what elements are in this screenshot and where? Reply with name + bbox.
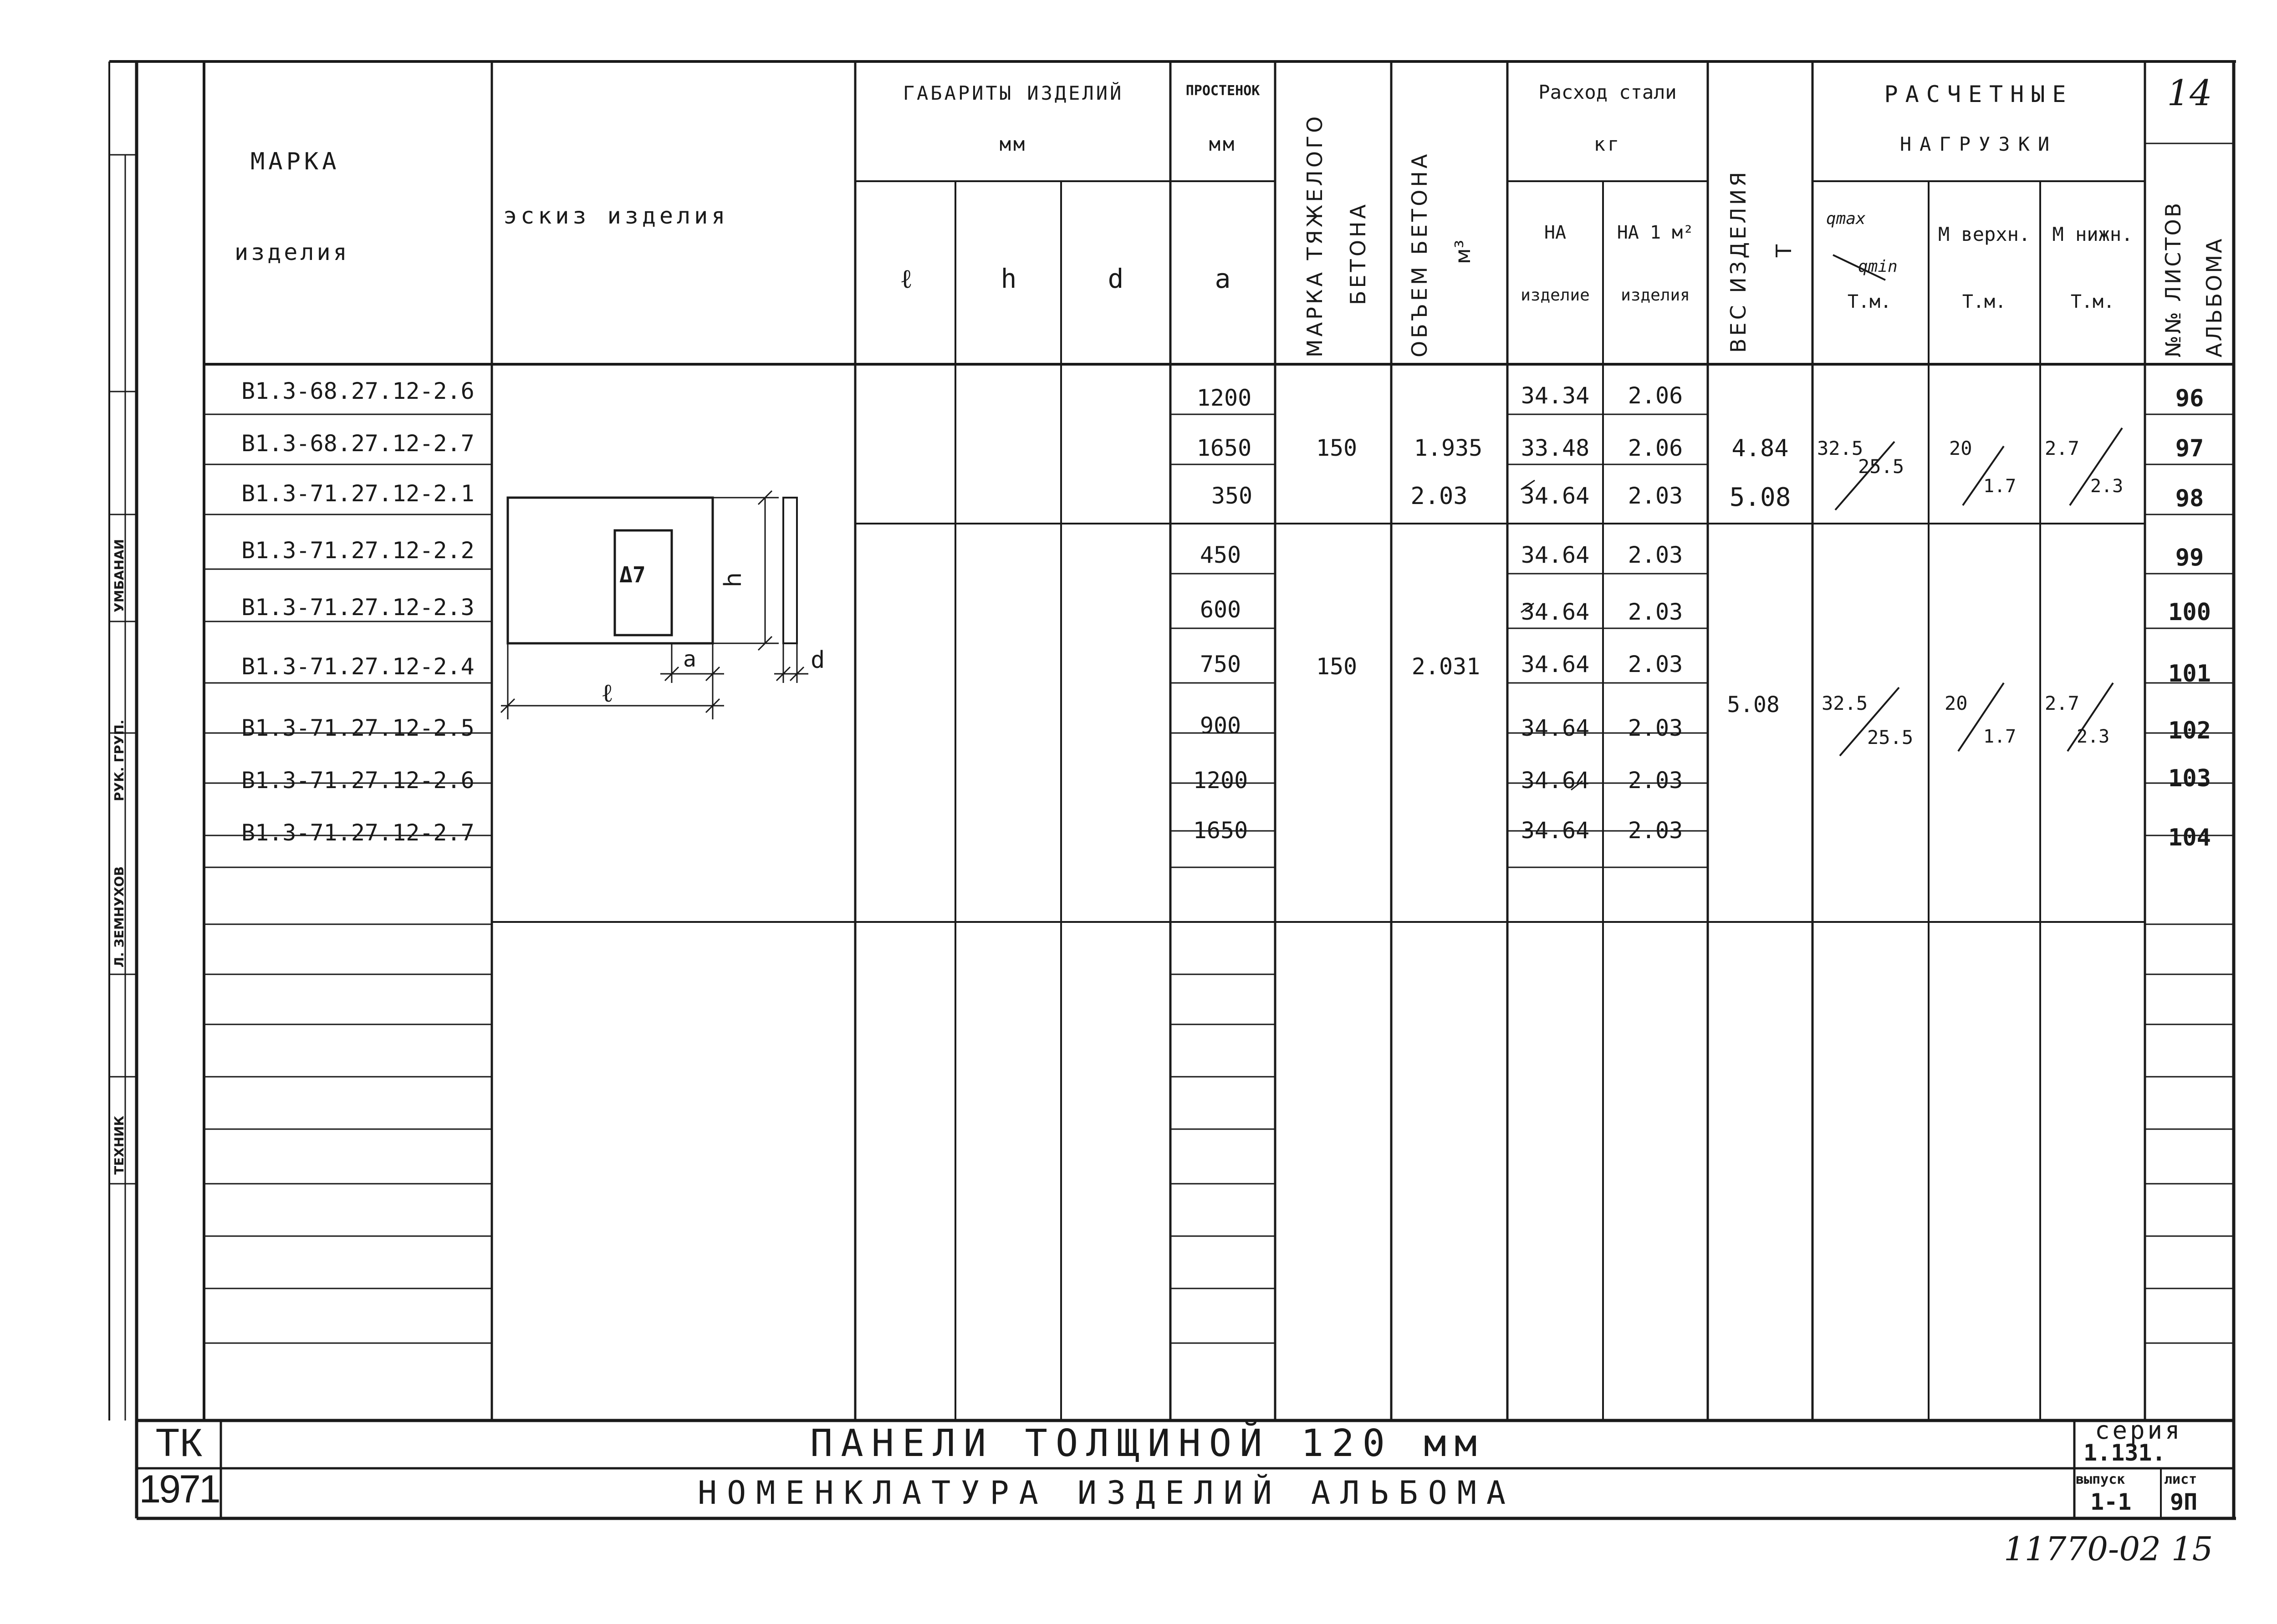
obem-betona-header-line1: ОБЪЕМ БЕТОНА	[1407, 151, 1432, 357]
cell-a: 1200	[1193, 767, 1248, 794]
cell-steel-m2: 2.03	[1628, 715, 1683, 741]
cell-steel-item: 34.64	[1521, 817, 1590, 844]
sketch-dim-d: d	[811, 647, 825, 674]
stamp-role-4: ТЕХНИК	[112, 1115, 127, 1175]
raschetnye-header-line1: РАСЧЕТНЫЕ	[1884, 81, 2073, 107]
group1-weight-2: 5.08	[1729, 483, 1791, 512]
na-m2-header-line2: изделия	[1621, 286, 1690, 305]
table-row: В1.3-68.27.12-2.7	[241, 430, 475, 457]
group2-m-bot-1: 2.7	[2045, 692, 2079, 714]
stamp-role-3: Л. ЗЕМНУХОВ	[112, 866, 127, 967]
table-row: В1.3-71.27.12-2.4	[241, 653, 475, 680]
cell-steel-item: 34.64	[1521, 715, 1590, 741]
q-max-label: qmax	[1826, 209, 1866, 228]
marka-header-line2: изделия	[235, 239, 350, 265]
list-value: 9П	[2170, 1489, 2198, 1515]
group1-m-top-2: 1.7	[1983, 476, 2017, 497]
sketch-dim-h: h	[720, 572, 747, 587]
cell-a: 1650	[1193, 817, 1248, 844]
group1-q-max: 32.5	[1817, 437, 1863, 459]
cell-a: 1650	[1196, 435, 1252, 461]
group1-m-top-1: 20	[1949, 437, 1972, 459]
group2-volume: 2.031	[1411, 653, 1481, 680]
stamp-role-2: РУК. ГРУП.	[112, 719, 127, 801]
cell-a: 600	[1200, 596, 1241, 623]
cell-steel-item: 34.64	[1521, 542, 1590, 568]
cell-steel-item: 34.64	[1521, 599, 1590, 625]
table-row: В1.3-71.27.12-2.2	[241, 537, 475, 564]
ves-header-line2: Т	[1772, 244, 1796, 257]
cell-sheet: 99	[2175, 544, 2204, 571]
list-label: лист	[2164, 1471, 2197, 1487]
cell-a: 750	[1200, 651, 1241, 677]
listov-header-line2: АЛЬБОМА	[2202, 237, 2226, 357]
cell-steel-m2: 2.03	[1628, 817, 1683, 844]
m-top-unit: Т.м.	[1962, 291, 2006, 312]
page-subtitle: НОМЕНКЛАТУРА ИЗДЕЛИЙ АЛЬБОМА	[697, 1474, 1516, 1512]
group2-weight: 5.08	[1727, 692, 1780, 718]
group2-q-min: 25.5	[1867, 726, 1914, 748]
prostenok-header-line1: ПРОСТЕНОК	[1185, 83, 1260, 99]
marka-header-line1: МАРКА	[250, 148, 340, 175]
col-a-header: a	[1215, 263, 1231, 294]
cell-steel-m2: 2.06	[1628, 435, 1683, 461]
cell-steel-item: 34.64	[1521, 767, 1590, 794]
cell-a: 350	[1211, 483, 1253, 509]
group2-m-top-1: 20	[1945, 692, 1968, 714]
cell-steel-item: 34.64	[1521, 651, 1590, 677]
group2-q-max: 32.5	[1822, 692, 1868, 714]
cell-steel-m2: 2.03	[1628, 651, 1683, 677]
cell-steel-item: 34.34	[1521, 382, 1590, 409]
group2-m-bot-2: 2.3	[2077, 726, 2110, 747]
cell-steel-m2: 2.03	[1628, 767, 1683, 794]
col-l-header: ℓ	[900, 263, 913, 294]
na-m2-header-line1: НА 1 м²	[1617, 222, 1694, 243]
group1-volume-1: 1.935	[1414, 435, 1483, 461]
cell-steel-item: 33.48	[1521, 435, 1590, 461]
footer-number: 11770-02 15	[2004, 1530, 2213, 1568]
cell-sheet: 96	[2175, 385, 2204, 412]
seria-value: 1.131.	[2083, 1440, 2166, 1466]
m-top-header: М верхн.	[1938, 223, 2031, 245]
cell-steel-m2: 2.06	[1628, 382, 1683, 409]
q-unit: Т.м.	[1847, 291, 1892, 312]
ves-header-line1: ВЕС ИЗДЕЛИЯ	[1726, 169, 1751, 353]
group2-m-top-2: 1.7	[1983, 726, 2017, 747]
rashod-header-line2: кг	[1593, 133, 1622, 155]
cell-sheet: 103	[2168, 765, 2211, 792]
title-org: ТК	[155, 1421, 203, 1465]
table-row: В1.3-68.27.12-2.6	[241, 378, 475, 404]
cell-sheet: 101	[2168, 660, 2211, 687]
table-row: В1.3-71.27.12-2.3	[241, 594, 475, 621]
cell-a: 900	[1200, 713, 1241, 739]
cell-a: 1200	[1196, 385, 1252, 411]
cell-sheet: 104	[2168, 824, 2211, 851]
q-min-label: qmin	[1858, 257, 1898, 276]
table-row: В1.3-71.27.12-2.5	[241, 715, 475, 741]
eskiz-header: эскиз изделия	[503, 203, 729, 229]
cell-steel-m2: 2.03	[1628, 483, 1683, 509]
table-row: В1.3-71.27.12-2.1	[241, 480, 475, 507]
group1-beton-mark: 150	[1316, 435, 1358, 461]
cell-sheet: 100	[2168, 599, 2211, 626]
stamp-role-1: УМБАНАИ	[112, 539, 127, 612]
page-title: ПАНЕЛИ ТОЛЩИНОЙ 120 мм	[810, 1422, 1486, 1465]
na-izdelie-header-line1: НА	[1544, 222, 1567, 243]
marka-betona-header-line2: БЕТОНА	[1346, 202, 1370, 305]
na-izdelie-header-line2: изделие	[1521, 286, 1590, 305]
cell-a: 450	[1200, 542, 1241, 568]
table-row: В1.3-71.27.12-2.6	[241, 767, 475, 794]
seria-label: серия	[2095, 1416, 2183, 1445]
cell-steel-item: 34.64	[1521, 483, 1590, 509]
cell-sheet: 98	[2175, 485, 2204, 512]
gabarity-header-line1: ГАБАРИТЫ ИЗДЕЛИЙ	[903, 82, 1124, 104]
vypusk-value: 1-1	[2090, 1489, 2132, 1515]
col-h-header: h	[1001, 263, 1017, 294]
group2-beton-mark: 150	[1316, 653, 1358, 680]
raschetnye-header-line2: НАГРУЗКИ	[1899, 133, 2058, 155]
table-row: В1.3-71.27.12-2.7	[241, 820, 475, 846]
prostenok-header-line2: мм	[1209, 133, 1237, 155]
obem-betona-header-line2: м³	[1450, 239, 1475, 264]
cell-steel-m2: 2.03	[1628, 542, 1683, 568]
sketch-opening-label: Δ7	[619, 562, 646, 588]
listov-header-line1: №№ ЛИСТОВ	[2161, 201, 2185, 357]
cell-steel-m2: 2.03	[1628, 599, 1683, 625]
rashod-header-line1: Расход стали	[1538, 81, 1677, 103]
group1-m-bot-1: 2.7	[2045, 437, 2079, 459]
m-bot-unit: Т.м.	[2070, 291, 2115, 312]
title-year: 1971	[139, 1467, 219, 1511]
cell-sheet: 102	[2168, 717, 2211, 744]
group1-volume-2: 2.03	[1410, 483, 1468, 510]
sheet-number: 14	[2167, 73, 2212, 114]
gabarity-header-line2: мм	[999, 133, 1027, 155]
group1-weight-1: 4.84	[1731, 435, 1789, 462]
vypusk-label: выпуск	[2076, 1471, 2125, 1487]
col-d-header: d	[1108, 263, 1124, 294]
sketch-dim-a: a	[683, 647, 696, 672]
cell-sheet: 97	[2175, 435, 2204, 462]
group1-q-min: 25.5	[1858, 455, 1904, 478]
marka-betona-header-line1: МАРКА ТЯЖЕЛОГО	[1302, 113, 1327, 357]
sketch-dim-l: ℓ	[601, 678, 613, 708]
group1-m-bot-2: 2.3	[2090, 476, 2124, 497]
m-bot-header: М нижн.	[2052, 223, 2133, 245]
